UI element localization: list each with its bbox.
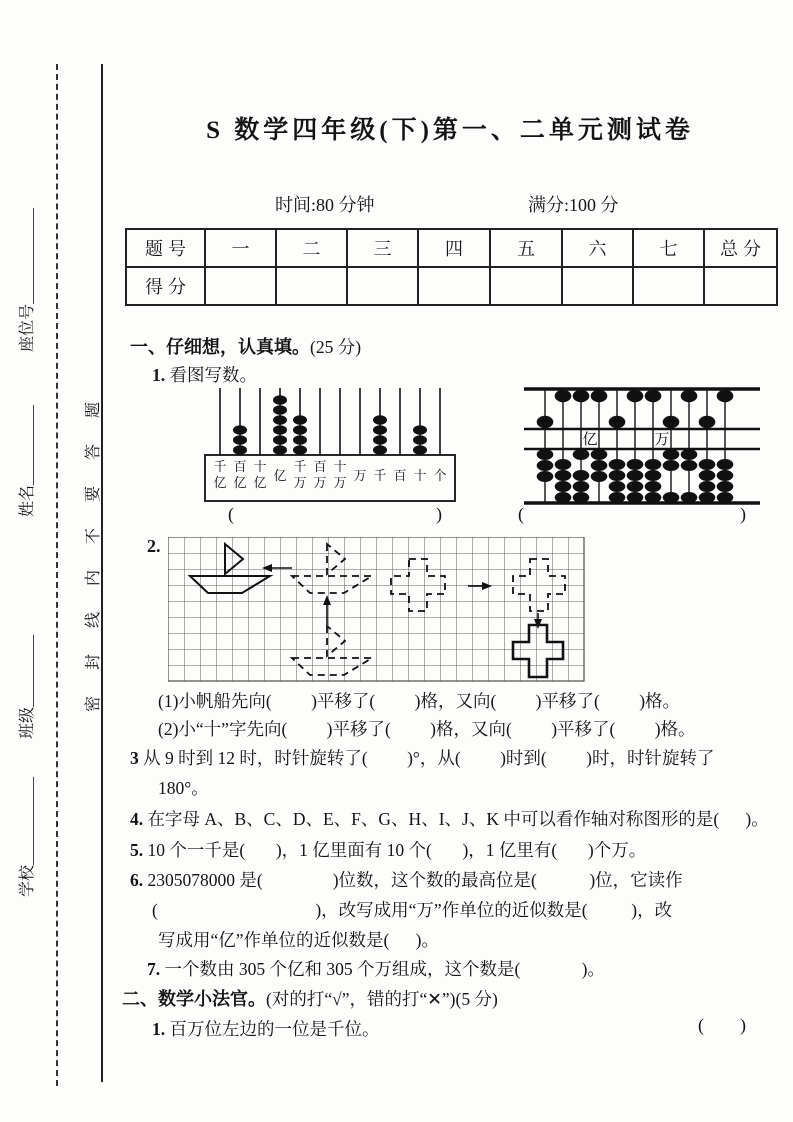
question-1-text: 看图写数。	[169, 365, 257, 385]
score-table-cell: 五	[490, 229, 562, 267]
question-6-text-cont: ( )，改写成用“万”作单位的近似数是( )，改	[152, 900, 673, 920]
svg-text:亿: 亿	[253, 475, 267, 490]
time-limit-label: 时间:80 分钟	[275, 195, 375, 215]
question-6-text: 2305078000 是( )位数，这个数的最高位是( )位，它读作	[147, 870, 683, 890]
question-3-line1	[130, 745, 714, 770]
score-empty-cell	[205, 267, 276, 305]
score-empty-cell	[347, 267, 418, 305]
answer-blank-abacus	[518, 504, 746, 525]
svg-text:个: 个	[433, 468, 447, 483]
score-table-cell: 题 号	[126, 229, 205, 267]
section2-question-1-text: 百万位左边的一位是千位。	[169, 1019, 380, 1039]
question-6-number: 6.	[130, 870, 144, 890]
score-empty-cell	[704, 267, 777, 305]
question-1-number: 1.	[152, 365, 166, 385]
score-empty-cell	[633, 267, 704, 305]
svg-text:千: 千	[293, 459, 307, 474]
svg-text:百: 百	[393, 468, 407, 483]
section2-heading-note: (对的打“√”，错的打“✕”)(5 分)	[266, 989, 498, 1009]
true-false-answer-blank	[698, 1015, 746, 1036]
question-3-text-cont: 180°。	[158, 778, 209, 798]
score-table-cell: 三	[347, 229, 418, 267]
question-7	[147, 956, 605, 981]
svg-text:千: 千	[213, 459, 227, 474]
counting-device-figure	[202, 384, 460, 506]
question-6-line2	[152, 897, 672, 922]
school-field: 学校___________	[19, 776, 36, 897]
section1-heading	[130, 333, 361, 359]
question-6-line1	[130, 867, 683, 892]
score-table-cell: 得 分	[126, 267, 205, 305]
translation-grid-figure	[168, 537, 592, 683]
seal-solid-line	[101, 64, 103, 1082]
svg-text:十: 十	[253, 459, 267, 474]
svg-text:十: 十	[413, 468, 427, 483]
open-paren: (	[698, 1015, 704, 1035]
svg-text:千: 千	[373, 468, 387, 483]
svg-text:万: 万	[313, 475, 327, 490]
svg-text:百: 百	[233, 459, 247, 474]
open-paren: (	[518, 504, 524, 524]
question-2-number: 2.	[147, 536, 161, 556]
score-table-cell: 一	[205, 229, 276, 267]
svg-text:亿: 亿	[273, 468, 287, 483]
open-paren: (	[228, 504, 234, 524]
svg-text:万: 万	[333, 475, 347, 490]
score-empty-cell	[562, 267, 633, 305]
question-4	[130, 806, 769, 831]
score-empty-cell	[276, 267, 347, 305]
score-empty-cell	[418, 267, 490, 305]
svg-text:万: 万	[353, 468, 367, 483]
answer-blank-counting-device	[228, 504, 442, 525]
question-2-2	[158, 716, 696, 741]
seal-warning-text: 密 封 线 内 不 要 答 题	[85, 390, 102, 712]
question-4-number: 4.	[130, 809, 144, 829]
section2-heading-main: 二、数学小法官。	[122, 989, 266, 1009]
svg-text:万: 万	[654, 432, 670, 448]
score-table-header-row	[126, 229, 777, 267]
question-5	[130, 837, 646, 862]
question-3-number: 3	[130, 748, 139, 768]
full-score-label: 满分:100 分	[528, 195, 619, 215]
seat-number-field: 座位号____________	[19, 207, 36, 352]
score-empty-cell	[490, 267, 562, 305]
question-2-1	[158, 688, 680, 713]
question-5-text: 10 个一千是( )，1 亿里面有 10 个( )，1 亿里有( )个万。	[147, 840, 647, 860]
seal-dashed-line	[56, 64, 58, 1086]
section1-heading-score: (25 分)	[310, 337, 362, 357]
close-paren: )	[436, 504, 442, 524]
section2-heading	[122, 985, 498, 1011]
svg-text:亿: 亿	[233, 475, 247, 490]
section2-question-1	[152, 1016, 380, 1041]
page-title: S 数学四年级(下)第一、二单元测试卷	[206, 117, 694, 144]
question-5-number: 5.	[130, 840, 144, 860]
question-7-text: 一个数由 305 个亿和 305 个万组成，这个数是( )。	[164, 959, 605, 979]
svg-text:亿: 亿	[213, 475, 227, 490]
close-paren: )	[740, 1015, 746, 1035]
section2-question-1-number: 1.	[152, 1019, 166, 1039]
question-2-1-text: (1)小帆船先向( )平移了( )格，又向( )平移了( )格。	[158, 691, 681, 711]
name-field: 姓名__________	[19, 404, 36, 517]
svg-text:十: 十	[333, 459, 347, 474]
question-4-text: 在字母 A、B、C、D、E、F、G、H、I、J、K 中可以看作轴对称图形的是( )。	[147, 809, 769, 829]
score-table-cell: 七	[633, 229, 704, 267]
question-6-text-cont2: 写成用“亿”作单位的近似数是( )。	[158, 930, 439, 950]
close-paren: )	[740, 504, 746, 524]
question-2-2-text: (2)小“十”字先向( )平移了( )格，又向( )平移了( )格。	[158, 719, 696, 739]
score-table-cell: 四	[418, 229, 490, 267]
score-table-cell: 二	[276, 229, 347, 267]
score-table-cell: 总 分	[704, 229, 777, 267]
question-6-line3	[158, 927, 439, 952]
question-3-text: 从 9 时到 12 时，时针旋转了( )°，从( )时到( )时，时针旋转了	[143, 748, 715, 768]
svg-text:百: 百	[313, 459, 327, 474]
abacus-figure	[524, 384, 760, 508]
section1-heading-main: 一、仔细想，认真填。	[130, 337, 310, 357]
score-table-score-row	[126, 267, 777, 305]
class-field: 班级_________	[19, 634, 36, 739]
svg-text:亿: 亿	[582, 432, 598, 448]
question-3-line2	[158, 775, 209, 800]
score-table	[125, 228, 778, 306]
question-7-number: 7.	[147, 959, 161, 979]
svg-text:万: 万	[293, 475, 307, 490]
score-table-cell: 六	[562, 229, 633, 267]
